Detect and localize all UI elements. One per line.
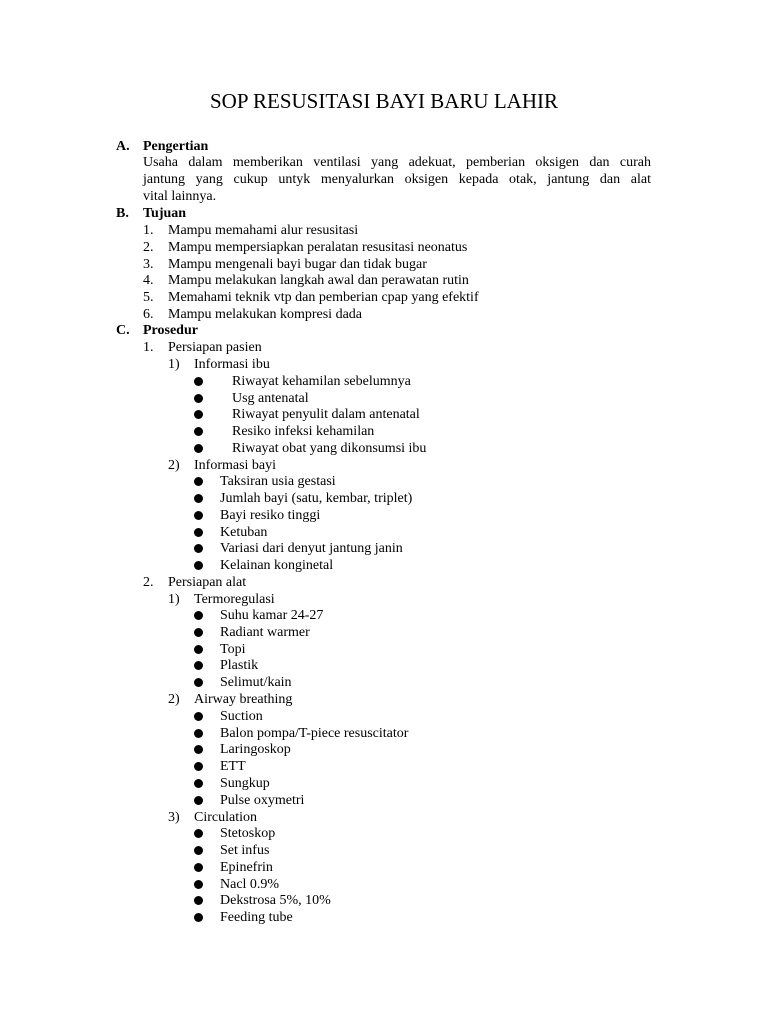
list-item: Memahami teknik vtp dan pemberian cpap yang efektif [168,290,479,305]
bullet-icon [194,645,203,654]
list-item: Mampu mengenali bayi bugar dan tidak bugar [168,257,427,272]
bullet-item: Laringoskop [220,742,291,757]
substep-number: 3) [168,810,180,825]
bullet-icon [194,494,203,503]
bullet-item: Suction [220,709,263,724]
list-item: Mampu melakukan kompresi dada [168,307,363,322]
bullet-icon [194,678,203,687]
bullet-icon [194,511,203,520]
bullet-icon [194,661,203,670]
bullet-item: Bayi resiko tinggi [220,508,321,523]
bullet-item: Riwayat kehamilan sebelumnya [232,374,411,389]
substep-number: 1) [168,357,180,372]
bullet-icon [194,394,203,403]
bullet-item: Suhu kamar 24-27 [220,608,324,623]
bullet-item: Riwayat penyulit dalam antenatal [232,407,420,422]
bullet-item: Kelainan konginetal [220,558,334,573]
step-number: 2. [143,575,154,590]
bullet-icon [194,829,203,838]
bullet-icon [194,913,203,922]
substep-number: 1) [168,592,180,607]
bullet-item: Stetoskop [220,826,276,841]
substep-label: Airway breathing [194,692,293,707]
step-label: Persiapan alat [168,575,247,590]
bullet-item: Epinefrin [220,860,273,875]
bullet-item: Radiant warmer [220,625,310,640]
list-number: 1. [143,223,154,238]
bullet-item: Dekstrosa 5%, 10% [220,893,331,908]
bullet-icon [194,611,203,620]
bullet-item: Variasi dari denyut jantung janin [220,541,403,556]
list-number: 5. [143,290,154,305]
substep-number: 2) [168,458,180,473]
section-a-letter: A. [116,139,130,154]
bullet-item: Resiko infeksi kehamilan [232,424,375,439]
list-number: 4. [143,273,154,288]
list-number: 6. [143,307,154,322]
bullet-icon [194,444,203,453]
bullet-icon [194,561,203,570]
bullet-item: Riwayat obat yang dikonsumsi ibu [232,441,427,456]
section-a-line: vital lainnya. [143,189,217,204]
substep-label: Informasi ibu [194,357,270,372]
bullet-icon [194,863,203,872]
substep-label: Circulation [194,810,257,825]
bullet-item: Balon pompa/T-piece resuscitator [220,726,409,741]
bullet-icon [194,880,203,889]
list-item: Mampu melakukan langkah awal dan perawatan rutin [168,273,469,288]
bullet-icon [194,745,203,754]
bullet-item: Plastik [220,658,259,673]
bullet-item: ETT [220,759,246,774]
bullet-item: Set infus [220,843,270,858]
bullet-item: Selimut/kain [220,675,292,690]
bullet-item: Usg antenatal [232,391,309,406]
substep-label: Termoregulasi [194,592,275,607]
bullet-icon [194,729,203,738]
bullet-item: Topi [220,642,246,657]
bullet-icon [194,796,203,805]
bullet-icon [194,477,203,486]
bullet-item: Nacl 0.9% [220,877,280,892]
section-c-letter: C. [116,323,130,338]
bullet-icon [194,896,203,905]
bullet-icon [194,846,203,855]
bullet-icon [194,410,203,419]
section-a-heading: Pengertian [143,139,209,154]
bullet-icon [194,712,203,721]
substep-label: Informasi bayi [194,458,277,473]
bullet-icon [194,528,203,537]
substep-number: 2) [168,692,180,707]
step-label: Persiapan pasien [168,340,262,355]
section-a-line: jantung yang cukup untyk menyalurkan oksigen kepada otak, jantung dan alat [143,172,651,187]
bullet-icon [194,377,203,386]
step-number: 1. [143,340,154,355]
list-item: Mampu memahami alur resusitasi [168,223,359,238]
bullet-item: Taksiran usia gestasi [220,474,336,489]
document-title: SOP RESUSITASI BAYI BARU LAHIR [210,89,558,113]
bullet-icon [194,427,203,436]
section-b-letter: B. [116,206,129,221]
bullet-item: Feeding tube [220,910,293,925]
bullet-item: Jumlah bayi (satu, kembar, triplet) [220,491,413,506]
section-c-heading: Prosedur [143,323,198,338]
section-b-heading: Tujuan [143,206,187,221]
bullet-item: Ketuban [220,525,268,540]
bullet-icon [194,779,203,788]
bullet-icon [194,544,203,553]
section-a-line: Usaha dalam memberikan ventilasi yang adekuat, pemberian oksigen dan curah [143,155,651,170]
list-number: 2. [143,240,154,255]
list-number: 3. [143,257,154,272]
bullet-icon [194,762,203,771]
list-item: Mampu mempersiapkan peralatan resusitasi neonatus [168,240,468,255]
bullet-icon [194,628,203,637]
bullet-item: Sungkup [220,776,270,791]
bullet-item: Pulse oxymetri [220,793,305,808]
